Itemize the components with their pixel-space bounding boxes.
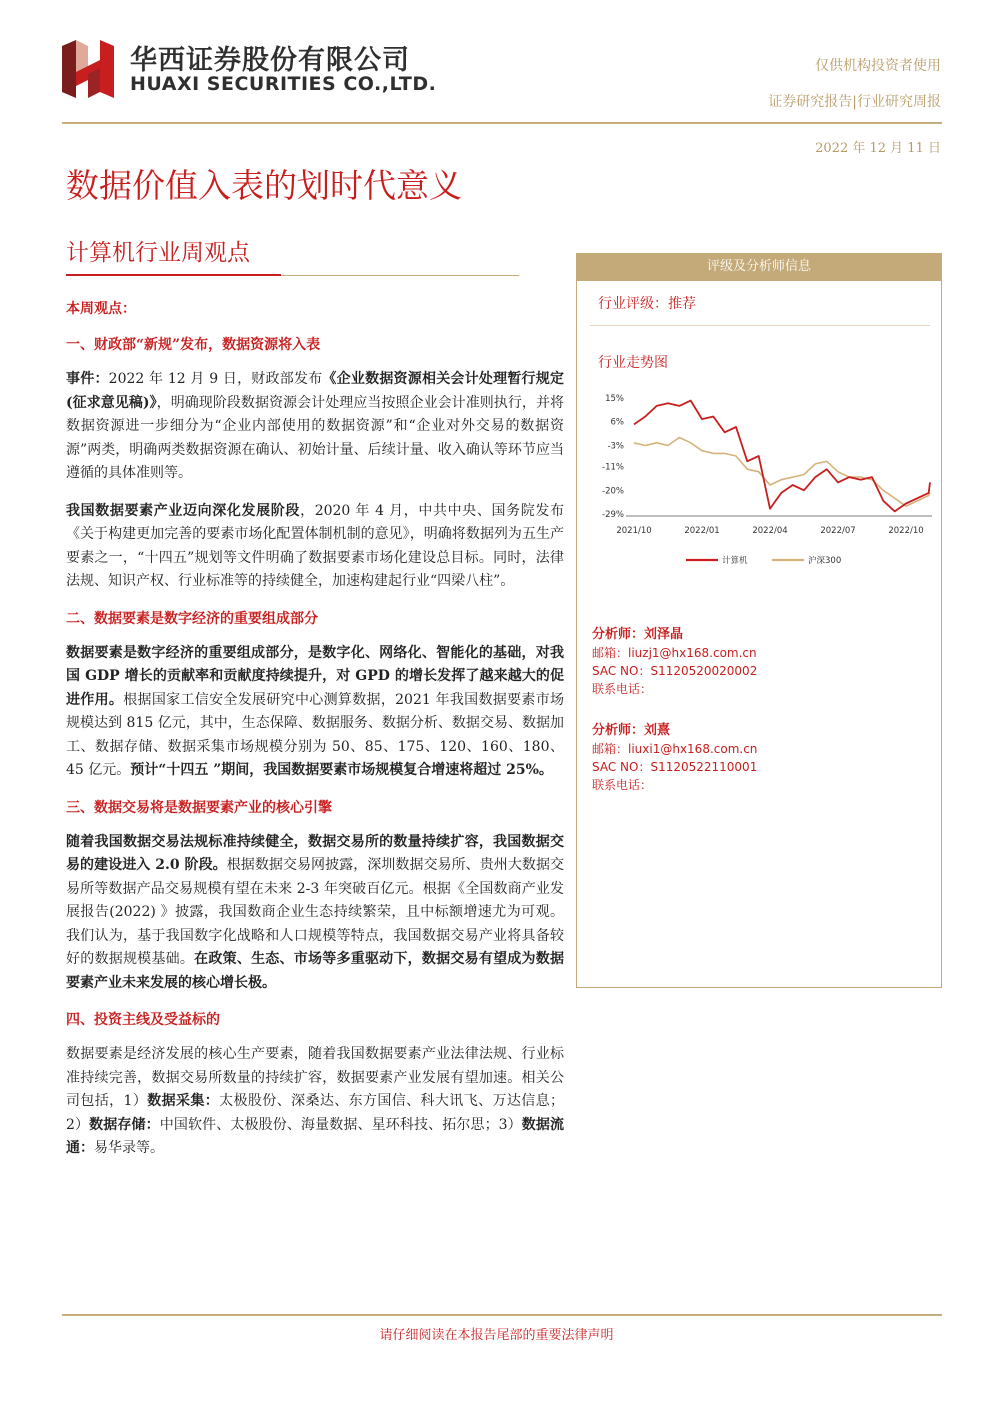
legend-label: 沪深300 — [808, 556, 842, 566]
company-name-cn: 华西证券股份有限公司 — [130, 45, 410, 76]
bold-span: 数据存储： — [89, 1116, 160, 1133]
subtitle-underline — [66, 274, 281, 276]
y-tick-label: 15% — [605, 394, 624, 404]
footer-divider — [62, 1314, 942, 1316]
x-tick-label: 2021/10 — [616, 526, 652, 536]
text-span: ，2020 年 4 月，中共中央、国务院发布《关于构建更加完善的要素市场化配置体制机制的意见》，明确将数据列为五生产要素之一，“十四五”规划等文件明确了数据要素市场化建设总目标。同时，法律法规、知识产权、行业标准等的持续健全，加速构建起行业“四梁八柱”。 — [66, 502, 565, 589]
weekly-view-heading: 本周观点： — [66, 301, 136, 317]
text-span: 根据数据交易网披露，深圳数据交易所、贵州大数据交易所等数据产品交易规模有望在未来 2-3 年突破百亿元。根据《全国数商产业发展报告(2022) 》披露，我国数商企业生态持续繁荣，且中标额增速尤为可观。我们认为，基于我国数字化战略和人口规模等特点，我国数据交易产业将具备较好的数据规模基础。 — [66, 857, 564, 967]
analyst-email: 邮箱：liuzj1@hx168.com.cn — [592, 646, 757, 660]
bold-span: 预计“十四五 ”期间，我国数据要素市场规模复合增速将超过 25%。 — [130, 762, 553, 778]
analyst-phone: 联系电话： — [592, 778, 653, 792]
series-lines — [634, 401, 930, 512]
text-span: 中国软件、太极股份、海量数据、星环科技、拓尔思；3） — [159, 1116, 522, 1133]
section-1-paragraph-2 — [66, 500, 564, 594]
legal-notice: 请仔细阅读在本报告尾部的重要法律声明 — [379, 1328, 614, 1343]
series-line — [634, 438, 930, 507]
section-1-heading: 一、财政部“新规”发布，数据资源将入表 — [66, 337, 321, 353]
section-1-paragraph-1 — [66, 368, 564, 486]
text-span: 太极股份、深桑达、东方国信、科大讯飞、万达信息；2） — [66, 1093, 565, 1133]
trend-chart-label: 行业走势图 — [598, 355, 668, 371]
y-tick-label: -3% — [607, 441, 624, 452]
y-tick-label: -11% — [602, 462, 624, 473]
section-2-paragraph-1 — [66, 642, 564, 783]
y-tick-label: -20% — [602, 486, 624, 497]
legend-label: 计算机 — [722, 556, 748, 566]
analyst-email: 邮箱：liuxi1@hx168.com.cn — [592, 742, 758, 756]
audience-note: 仅供机构投资者使用 — [815, 58, 941, 74]
text-span: 根据国家工信安全发展研究中心测算数据，2021 年我国数据要素市场规模达到 815 亿元，其中，生态保障、数据服务、数据分析、数据交易、数据加工、数据存储、数据采集市场规模分别为 50、85、175、120、160、180、45 亿元。 — [66, 691, 565, 778]
series-line — [634, 401, 930, 512]
subtitle-rule — [281, 275, 519, 276]
report-date: 2022 年 12 月 11 日 — [815, 141, 941, 156]
rating-divider — [590, 325, 930, 326]
text-span: 数据要素是经济发展的核心生产要素，随着我国数据要素产业法律法规、行业标准持续完善，数据交易所数量的持续扩容，数据要素产业发展有望加速。相关公司包括，1） — [66, 1046, 564, 1109]
analyst-name: 分析师：刘熹 — [592, 723, 671, 738]
company-name-en: HUAXI SECURITIES CO.,LTD. — [130, 73, 437, 95]
text-span: 易华录等。 — [94, 1140, 164, 1156]
bold-span: 事件： — [66, 371, 109, 387]
x-tick-label: 2022/04 — [752, 526, 788, 536]
section-3-paragraph-1 — [66, 831, 564, 996]
section-4-paragraph-1 — [66, 1043, 564, 1161]
section-4-heading: 四、投资主线及受益标的 — [66, 1012, 220, 1028]
bold-span: 数据要素是数字经济的重要组成部分，是数字化、网络化、智能化的基础，对我国 GDP 增长的贡献率和贡献度持续提升，对 GPD 的增长发挥了越来越大的促进作用。 — [66, 644, 564, 708]
bold-span: 我国数据要素产业迈向深化发展阶段 — [66, 502, 301, 519]
x-tick-label: 2022/01 — [684, 526, 720, 536]
y-tick-label: -29% — [602, 510, 624, 520]
section-3-heading: 三、数据交易将是数据要素产业的核心引擎 — [66, 799, 332, 816]
industry-rating: 行业评级：推荐 — [598, 296, 696, 312]
y-tick-labels — [602, 394, 624, 520]
bold-span: 随着我国数据交易法规标准持续健全，数据交易所的数量持续扩容，我国数据交易的建设进入 2.0 阶段。 — [66, 833, 564, 873]
text-span: 2022 年 12 月 9 日，财政部发布 — [108, 371, 323, 387]
sidebar-header: 评级及分析师信息 — [576, 253, 942, 281]
chart-legend — [686, 555, 841, 566]
x-tick-label: 2022/10 — [888, 526, 924, 536]
report-subtitle: 计算机行业周观点 — [66, 240, 250, 266]
analyst-sac: SAC NO：S1120520020002 — [592, 664, 758, 678]
trend-chart — [594, 380, 934, 580]
analyst-card — [592, 626, 932, 698]
analyst-card — [592, 722, 932, 794]
huaxi-logo-icon — [62, 38, 122, 100]
analyst-name: 分析师：刘泽晶 — [592, 627, 684, 642]
section-2-heading: 二、数据要素是数字经济的重要组成部分 — [66, 610, 318, 627]
bold-span: 数据流通： — [66, 1116, 565, 1156]
report-type: 证券研究报告|行业研究周报 — [768, 94, 941, 110]
x-tick-labels — [616, 526, 923, 536]
report-body — [66, 298, 564, 1161]
analyst-phone: 联系电话： — [592, 682, 653, 696]
bold-span: 数据采集： — [147, 1093, 220, 1109]
bold-span: 《企业数据资源相关会计处理暂行规定(征求意见稿)》 — [66, 371, 565, 411]
y-tick-label: 6% — [610, 417, 624, 428]
analyst-sac: SAC NO：S1120522110001 — [592, 760, 758, 774]
header-divider — [62, 122, 942, 124]
x-tick-label: 2022/07 — [820, 526, 856, 536]
bold-span: 在政策、生态、市场等多重驱动下，数据交易有望成为数据要素产业未来发展的核心增长极。 — [66, 951, 565, 991]
report-title: 数据价值入表的划时代意义 — [66, 166, 462, 205]
text-span: ，明确现阶段数据资源会计处理应当按照企业会计准则执行，并将数据资源进一步细分为“企业内部使用的数据资源”和“企业对外交易的数据资源”两类，明确两类数据资源在确认、初始计量、后续计量、收入确认等环节应当遵循的具体准则等。 — [66, 394, 565, 481]
